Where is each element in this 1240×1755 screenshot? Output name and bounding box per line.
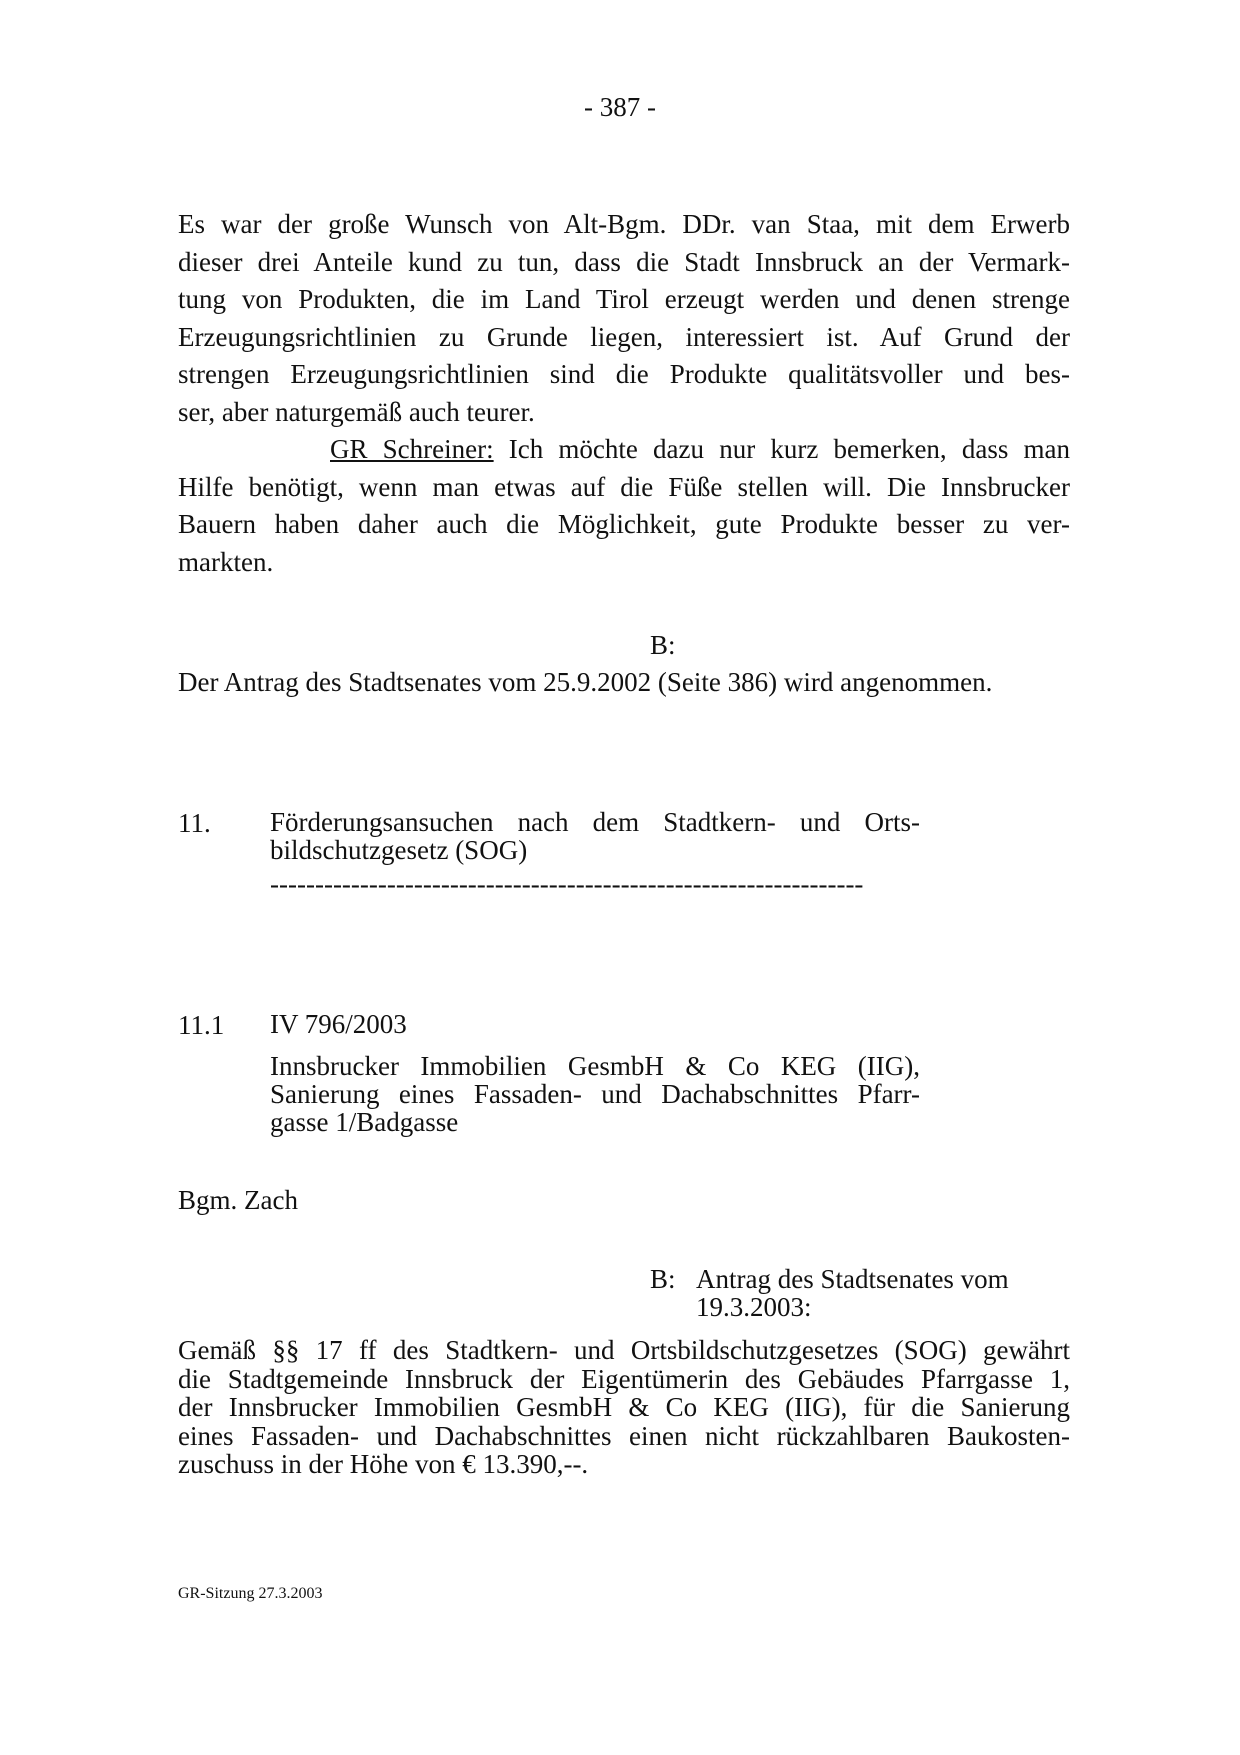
item-11-title bbox=[270, 808, 920, 864]
text-line: Hilfe benötigt, wenn man etwas auf die Füße stellen will. Die Innsbrucker bbox=[178, 471, 1070, 502]
text-line: Bauern haben daher auch die Möglichkeit, gute Produkte besser zu ver- bbox=[178, 509, 1070, 539]
decision-line: Gemäß §§ 17 ff des Stadtkern- und Ortsbildschutzgesetzes (SOG) gewährt bbox=[178, 1335, 1070, 1365]
decision-line: der Innsbrucker Immobilien GesmbH & Co KEG (IIG), für die Sanierung bbox=[178, 1392, 1070, 1422]
text-line: markten. bbox=[178, 546, 274, 577]
decision-text bbox=[178, 1336, 1070, 1479]
resolution-text: Der Antrag des Stadtsenates vom 25.9.2002 (Seite 386) wird angenommen. bbox=[178, 667, 993, 697]
antrag-line: Antrag des Stadtsenates vom bbox=[696, 1264, 1009, 1294]
speaker-statement: Ich möchte dazu nur kurz bemerken, dass man bbox=[493, 434, 1070, 464]
item-11-1-number: 11.1 bbox=[178, 1010, 225, 1040]
text-line: Erzeugungsrichtlinien zu Grunde liegen, interessiert ist. Auf Grund der bbox=[178, 321, 1070, 352]
rapporteur: Bgm. Zach bbox=[178, 1185, 298, 1215]
footer-session: GR-Sitzung 27.3.2003 bbox=[178, 1585, 323, 1602]
antrag-heading bbox=[650, 1265, 1009, 1321]
decision-line: zuschuss in der Höhe von € 13.390,--. bbox=[178, 1449, 589, 1479]
paragraph-schreiner bbox=[178, 431, 1070, 581]
speaker-name: GR Schreiner: bbox=[330, 434, 494, 464]
antrag-label: B: bbox=[650, 1264, 676, 1294]
text-line: tung von Produkten, die im Land Tirol erzeugt werden und denen strenge bbox=[178, 284, 1070, 314]
decision-line: eines Fassaden- und Dachabschnittes einen nicht rückzahlbaren Baukosten- bbox=[178, 1420, 1070, 1451]
item-11-1-description bbox=[270, 1052, 920, 1136]
text-line: dieser drei Anteile kund zu tun, dass die Stadt Innsbruck an der Vermark- bbox=[178, 246, 1070, 277]
decision-line: die Stadtgemeinde Innsbruck der Eigentümerin des Gebäudes Pfarrgasse 1, bbox=[178, 1363, 1070, 1394]
item-11-1-reference: IV 796/2003 bbox=[270, 1009, 407, 1039]
text-line: strengen Erzeugungsrichtlinien sind die Produkte qualitätsvoller und bes- bbox=[178, 359, 1070, 389]
item-11-title-line: Förderungsansuchen nach dem Stadtkern- und Orts- bbox=[270, 807, 920, 837]
text-line: ser, aber naturgemäß auch teurer. bbox=[178, 396, 535, 427]
item-11-1-desc-line: gasse 1/Badgasse bbox=[270, 1107, 459, 1137]
item-11-1-desc-line: Innsbrucker Immobilien GesmbH & Co KEG (IIG), bbox=[270, 1051, 920, 1081]
antrag-date: 19.3.2003: bbox=[696, 1292, 812, 1322]
item-11-1-desc-line: Sanierung eines Fassaden- und Dachabschnittes Pfarr- bbox=[270, 1079, 920, 1109]
item-11-separator: ------------------------------------------------------------------ bbox=[270, 869, 864, 899]
paragraph-van-staa bbox=[178, 206, 1070, 431]
page-number: - 387 - bbox=[584, 92, 656, 122]
speaker-line bbox=[178, 431, 1070, 469]
text-line: Es war der große Wunsch von Alt-Bgm. DDr. van Staa, mit dem Erwerb bbox=[178, 209, 1070, 239]
item-11-title-line: bildschutzgesetz (SOG) bbox=[270, 835, 528, 865]
item-11-number: 11. bbox=[178, 808, 211, 838]
resolution-label: B: bbox=[650, 630, 676, 660]
